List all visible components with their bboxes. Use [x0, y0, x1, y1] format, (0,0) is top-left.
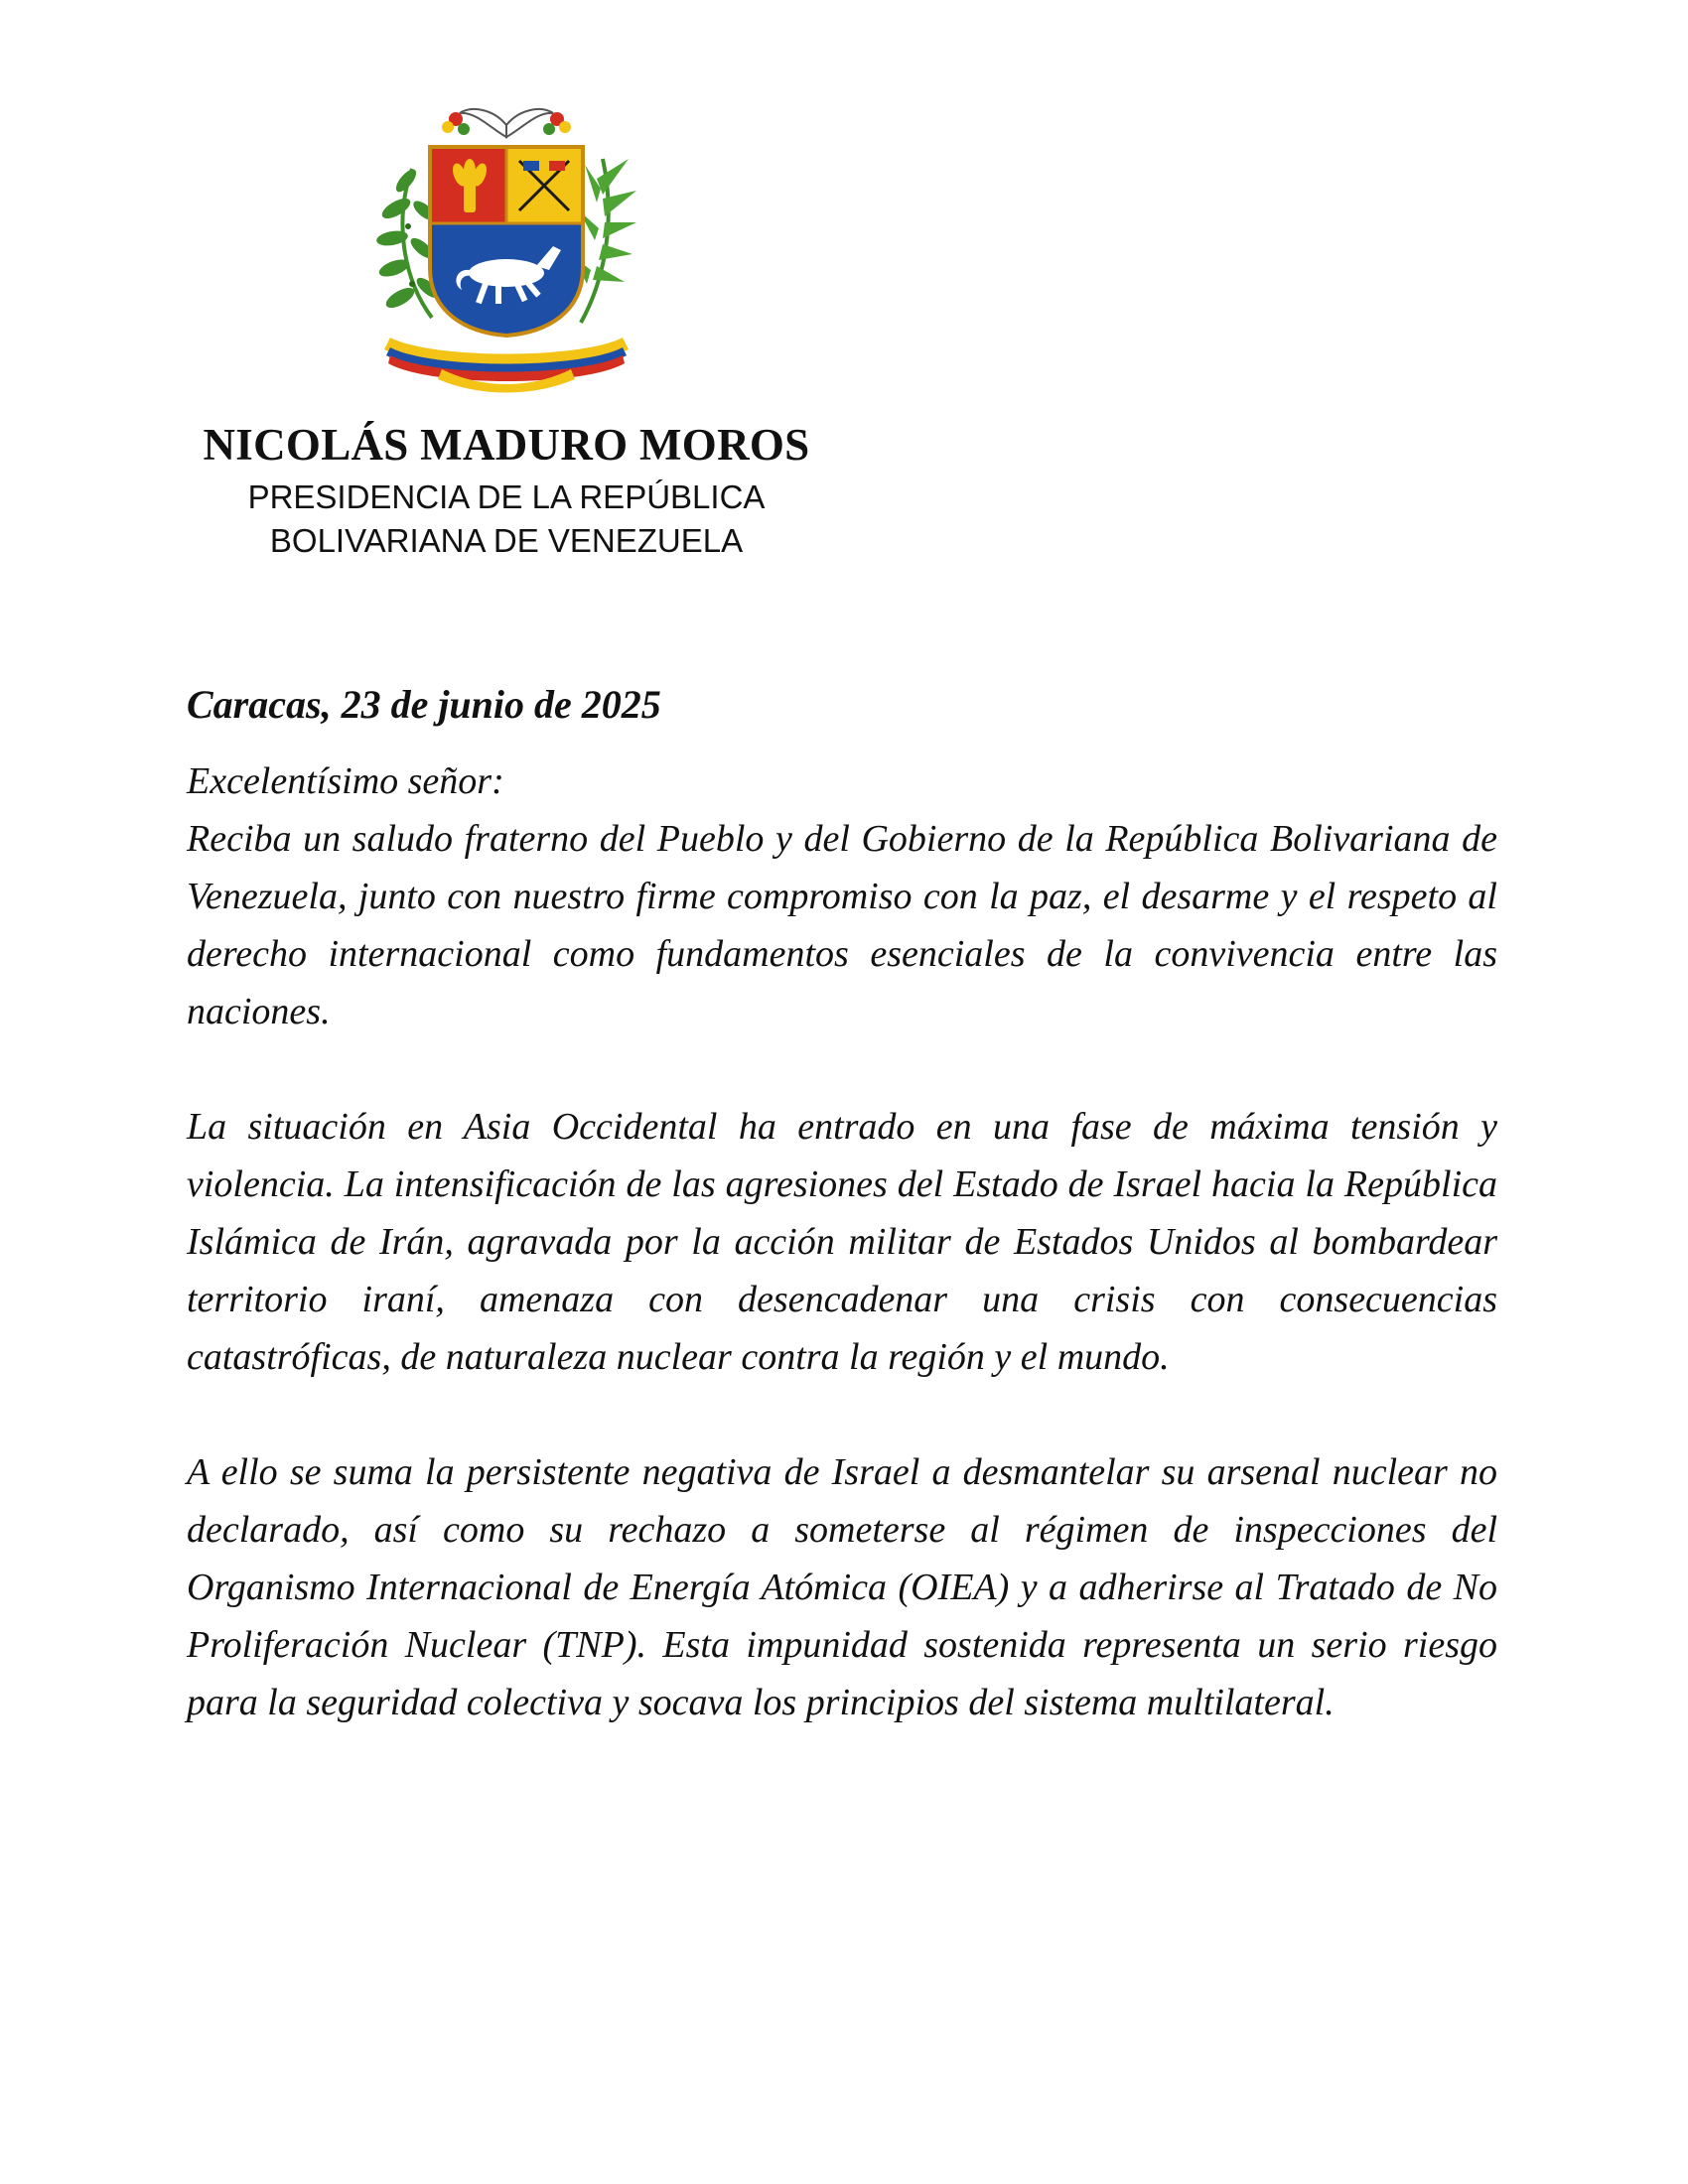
- office-title-line-1: PRESIDENCIA DE LA REPÚBLICA: [247, 478, 766, 515]
- letter-salutation: Excelentísimo señor:: [187, 760, 504, 802]
- office-title-line-2: BOLIVARIANA DE VENEZUELA: [269, 522, 744, 559]
- paragraph-1: Reciba un saludo fraterno del Pueblo y del Gobierno de la República Bolivariana de Venezuela, junto con nuestro firme compromiso con la paz, el desarme y el respeto al derecho internacional como fundamentos esenciales de la convivencia entre las naciones.: [187, 818, 1497, 1032]
- cornucopia-icon: [442, 109, 571, 137]
- paragraph-2: La situación en Asia Occidental ha entrado en una fase de máxima tensión y violencia. La intensificación de las agresiones del Estado de Israel hacia la República Islámica de Irán, agravada por la acción militar de Estados Unidos al bombardear territorio iraní, amenaza con desencadenar una crisis con consecuencias catastróficas, de naturaleza nuclear contra la región y el mundo.: [187, 1106, 1497, 1378]
- shield-icon: [430, 147, 583, 336]
- letter-date: Caracas, 23 de junio de 2025: [187, 682, 661, 727]
- paragraph-3: A ello se suma la persistente negativa de Israel a desmantelar su arsenal nuclear no declarado, así como su rechazo a someterse al régimen de inspecciones del Organismo Internacional de Energía Atómica (OIEA) y a adherirse al Tratado de No Proliferación Nuclear (TNP). Esta impunidad sostenida representa un serio riesgo para la seguridad colectiva y socava los principios del sistema multilateral.: [187, 1451, 1497, 1723]
- letterhead: [149, 415, 864, 562]
- letter-body: [187, 675, 1497, 1731]
- sender-name: NICOLÁS MADURO MOROS: [203, 420, 810, 470]
- coat-of-arms-icon: [372, 99, 640, 397]
- ribbon-icon: [384, 338, 629, 393]
